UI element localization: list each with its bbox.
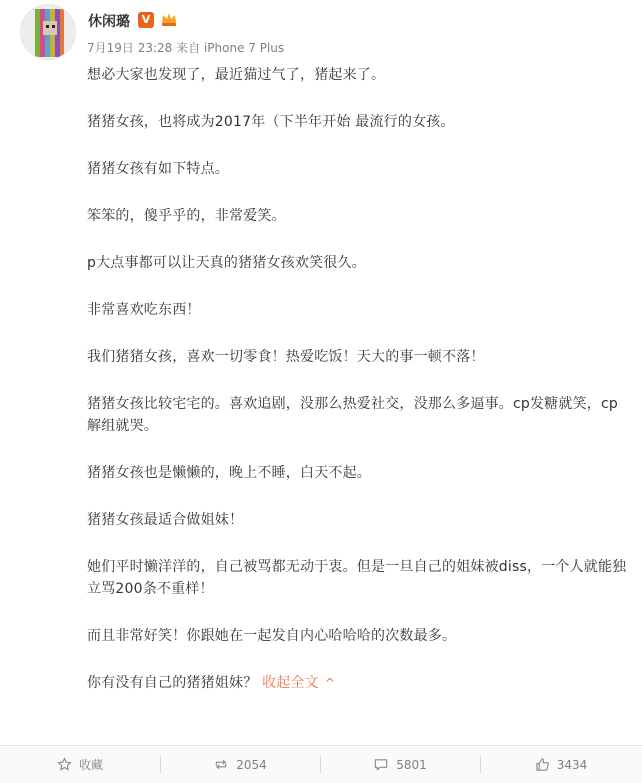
avatar[interactable]: [20, 4, 76, 60]
post-last-line: [87, 672, 627, 694]
post-paragraph: 非常喜欢吃东西！: [87, 302, 201, 318]
repost-button[interactable]: [160, 746, 320, 783]
post-paragraph: p大点事都可以让天真的猪猪女孩欢笑很久。: [87, 255, 366, 271]
post-paragraph: 猪猪女孩最适合做姐妹！: [87, 512, 244, 528]
verified-badge-icon: V: [138, 12, 154, 28]
star-icon: [57, 757, 72, 772]
post-timestamp[interactable]: 7月19日 23:28: [87, 41, 173, 55]
post-paragraph: 笨笨的，傻乎乎的，非常爱笑。: [87, 208, 286, 224]
avatar-image: [21, 5, 76, 60]
post-paragraph: 猪猪女孩也是懒懒的，晚上不睡，白天不起。: [87, 465, 371, 481]
member-crown-icon: [160, 10, 178, 28]
collapse-label: 收起全文: [262, 675, 319, 691]
collapse-button[interactable]: [262, 675, 335, 691]
post-toolbar: [0, 746, 642, 783]
favorite-label: 收藏: [78, 758, 103, 772]
like-count: 3434: [556, 757, 588, 772]
like-button[interactable]: [480, 746, 642, 783]
repost-count: 2054: [236, 757, 267, 772]
comment-icon: [373, 757, 389, 772]
post-paragraph: 而且非常好笑！你跟她在一起发自内心哈哈哈的次数最多。: [87, 628, 457, 644]
post-content: [87, 64, 627, 694]
chevron-up-icon: ^: [324, 676, 336, 690]
post-last-text: 你有没有自己的猪猪姐妹？: [87, 675, 258, 691]
post-header: [0, 0, 642, 62]
post-paragraph: 猪猪女孩比较宅宅的。喜欢追剧，没那么热爱社交，没那么多逼事。cp发糖就笑，cp解组就哭。: [87, 396, 618, 434]
post-paragraph: 她们平时懒洋洋的，自己被骂都无动于衷。但是一旦自己的姐妹被diss，一个人就能独立骂200条不重样！: [87, 559, 627, 597]
post-paragraph: 想必大家也发现了，最近猫过气了，猪起来了。: [87, 67, 386, 83]
post-paragraph: 猪猪女孩，也将成为2017年（下半年开始 最流行的女孩。: [87, 114, 455, 130]
favorite-button[interactable]: [0, 746, 160, 783]
post-source: 来自 iPhone 7 Plus: [176, 41, 285, 55]
thumbs-up-icon: [535, 757, 550, 772]
repost-icon: [213, 757, 229, 772]
comment-button[interactable]: [320, 746, 480, 783]
username[interactable]: 休闲璐: [88, 14, 130, 30]
post-paragraph: 猪猪女孩有如下特点。: [87, 161, 229, 177]
comment-count: 5801: [396, 757, 427, 772]
post-paragraph: 我们猪猪女孩，喜欢一切零食！热爱吃饭！天大的事一顿不落！: [87, 349, 485, 365]
post-meta: [87, 39, 284, 56]
